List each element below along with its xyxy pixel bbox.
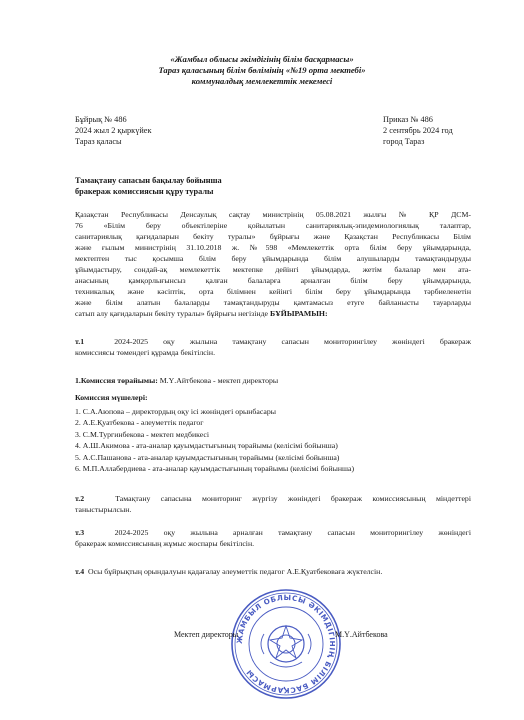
order-city-ru: город Тараз	[383, 137, 425, 146]
item-1-line-2: комиссиясы төмендегі құрамда бекітілсін.	[75, 348, 216, 357]
order-number-ru: Приказ № 486	[383, 115, 433, 124]
item-3-text: 2024-2025 оқу жылына арналған тамақтану сапасын мониторингілеу жөніндегі	[114, 528, 471, 537]
item-3-label: т.3	[75, 528, 85, 537]
members-list	[75, 406, 354, 474]
item-1-text: 2024-2025 оқу жылына тамақтану сапасын мониторингілеу жөніндегі бракераж	[114, 337, 471, 346]
item-3	[75, 527, 471, 549]
member-item: 3. С.М.Тургинбекова - мектеп медбикесі	[75, 429, 210, 439]
order-meta-russian	[383, 114, 453, 147]
member-item: 6. М.П.Аллабердиева - ата-аналар қауымдастығының төрайымы (келісімі бойынша)	[75, 464, 355, 474]
document-header	[60, 54, 464, 87]
intro-line: Қазақстан Республикасы Денсаулық сақтау министрінің 05.08.2021 жылғы № ҚР ДСМ-	[75, 210, 471, 219]
member-item: 1. С.А.Аюпова – директордың оқу ісі жөніндегі орынбасары	[75, 407, 277, 416]
item-4	[75, 566, 471, 577]
command-word: БҰЙЫРАМЫН:	[269, 309, 328, 318]
item-2-text: Тамақтану сапасына мониторинг жүргізу жөніндегі бракераж комиссиясының міндеттері	[115, 494, 471, 503]
item-4-text: Осы бұйрықтың орындалуын қадағалау әлеуметтік педагог А.Е.Қуатбековаға жүктелсін.	[88, 567, 383, 576]
item-2-line-2: таныстырылсын.	[75, 505, 132, 514]
intro-line: 76 «Білім беру объектілеріне қойылатын санитариялық-эпидемиологиялық талаптар,	[75, 221, 471, 230]
order-meta-kazakh	[75, 114, 152, 147]
item-4-label: т.4	[75, 567, 85, 576]
item-1-label: т.1	[75, 337, 85, 346]
intro-line-final	[75, 308, 471, 319]
member-item: 2. А.Е.Қуатбекова - әлеуметтік педагог	[75, 418, 204, 428]
order-date-ru: 2 сентябрь 2024 год	[383, 126, 453, 135]
intro-line: ұйымдастыру, сондай-ақ мемлекеттік мектепке дейінгі ұйымдарда, жетім балалар мен ата-	[75, 265, 471, 274]
intro-line: және білім алатын балаларды тамақтандыруды қамтамасыз етуге байланысты тауарларды	[75, 298, 471, 307]
signature-name: М.Ү.Айтбекова	[335, 630, 388, 639]
intro-paragraph	[75, 209, 471, 319]
stamp-outer-text: ЖАМБЫЛ ОБЛЫСЫ ӘКІМДІГІНІҢ БІЛІМ БАСҚАРМАСЫ	[234, 592, 338, 696]
order-title-line-2: бракераж комиссиясын құру туралы	[75, 187, 214, 196]
members-heading: Комиссия мүшелері:	[75, 393, 148, 402]
intro-line: анасының қамқорлығынсыз қалған балаларға арналған білім беру ұйымдарында,	[75, 276, 471, 285]
item-1-line-1	[75, 336, 471, 347]
intro-line: мектептен тыс қосымша білім беру ұйымдарында білім алушыларды тамақтандыруды	[75, 254, 471, 263]
intro-final-text: сатып алу қағидаларын бекіту туралы» бұйрығы негізінде	[75, 309, 269, 318]
item-3-line-1	[75, 527, 471, 538]
header-line-2: Тараз қаласының білім бөлімінің «№19 орта мектебі»	[158, 65, 366, 75]
order-title	[75, 175, 222, 197]
member-item: 4. А.Ш.Акимова - ата-аналар қауымдастығының төрайымы (келісімі бойынша)	[75, 441, 338, 451]
official-stamp-seal	[230, 588, 342, 700]
members-heading-block	[75, 392, 471, 403]
order-city-kz: Тараз қаласы	[75, 137, 122, 146]
intro-line: техникалық және кәсіптік, орта білімнен кейінгі білім беру ұйымдарында тәрбиеленетін	[75, 287, 471, 296]
item-2-line-1	[75, 493, 471, 504]
chair-value: М.Ү.Айтбекова - мектеп директоры	[159, 376, 279, 385]
intro-line: санитариялық қағидаларын бекіту туралы» бұйрығы және Қазақстан Республикасы Білім	[75, 232, 471, 241]
signature-position: Мектеп директоры	[174, 630, 239, 639]
item-2-label: т.2	[75, 494, 85, 503]
order-number-kz: Бұйрық № 486	[75, 115, 127, 124]
commission-chair	[75, 375, 471, 386]
item-3-line-2: бракераж комиссиясының жұмыс жоспары бекітілсін.	[75, 539, 255, 548]
chair-label: 1.Комиссия төрайымы:	[75, 376, 158, 385]
item-1	[75, 336, 471, 358]
member-item: 5. А.С.Пашанова - ата-аналар қауымдастығының төрайымы (келісімі бойынша)	[75, 452, 340, 462]
intro-line: және ғылым министрінің 31.10.2018 ж. №598 «Мемлекеттік орта білім беру ұйымдарында,	[75, 243, 471, 252]
header-line-1: «Жамбыл облысы әкімдігінің білім басқармасы»	[170, 54, 354, 64]
item-2	[75, 493, 471, 515]
header-line-3: коммуналдық мемлекеттік мекемесі	[191, 76, 333, 86]
order-title-line-1: Тамақтану сапасын бақылау бойынша	[75, 176, 222, 185]
order-date-kz: 2024 жыл 2 қыркүйек	[75, 126, 152, 135]
